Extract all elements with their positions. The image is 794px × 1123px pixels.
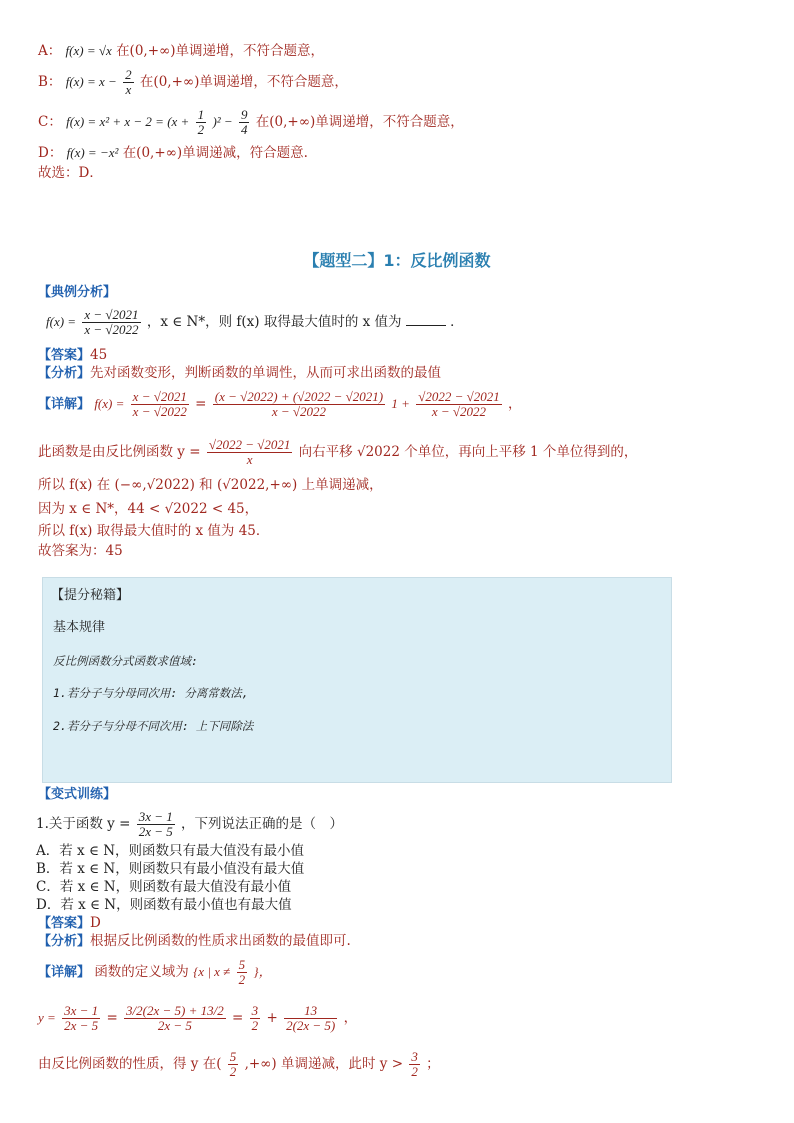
detail-fraction-3: $\frac{√2022 - √2021}{x - √2022}$	[418, 389, 500, 419]
option-c-text: 在(0,+∞)单调递增，不符合题意，	[255, 114, 464, 130]
eq-fraction-3: $\frac{3}{2}$	[251, 1003, 259, 1033]
option-a-label: A：	[38, 43, 62, 59]
eq-equals-2: =	[232, 1010, 244, 1026]
practice-tag: 【变式训练】	[38, 787, 117, 802]
last-pre: 由反比例函数的性质，得 y 在(	[38, 1056, 222, 1072]
example-q-end: ．	[450, 314, 464, 330]
last-end: ；	[426, 1056, 440, 1072]
option-b-fraction: $\frac{2}{x}$	[125, 67, 132, 97]
option-d-label: D：	[38, 145, 63, 161]
eq-fraction-4: $\frac{13}{2(2x - 5)}$	[286, 1003, 336, 1033]
practice-analysis-tag: 【分析】	[38, 934, 91, 949]
example-answer-line	[38, 346, 107, 365]
last-mid: ,+∞) 单调递减，此时 y >	[244, 1056, 404, 1072]
top-conclusion: 故选：D．	[38, 165, 103, 181]
example-q-post: ，x ∈ N*，则 f(x) 取得最大值时的 x 值为	[146, 314, 402, 330]
eq-pre: y =	[38, 1010, 56, 1025]
line2-pre: 此函数是由反比例函数 y =	[38, 444, 201, 460]
practice-answer: D	[90, 915, 101, 931]
example-detail-line	[38, 390, 522, 419]
last-fraction-1: $\frac{5}{2}$	[229, 1049, 237, 1079]
detail-fraction-1: $\frac{x - √2021}{x - √2022}$	[132, 389, 187, 419]
line2-post: 向右平移 √2022 个单位，再向上平移 1 个单位得到的，	[298, 444, 638, 460]
example-answer-tag: 【答案】	[38, 348, 91, 363]
practice-answer-tag: 【答案】	[38, 916, 91, 931]
domain-fraction: $\frac{5}{2}$	[238, 957, 246, 987]
practice-detail-line	[38, 958, 272, 987]
option-c-mid: )² −	[212, 114, 233, 129]
practice-equation	[38, 1004, 357, 1033]
practice-option-b: B．若 x ∈ N，则函数只有最小值没有最大值	[36, 861, 305, 877]
practice-detail-pre: 函数的定义域为	[94, 964, 189, 980]
example-line-5: 所以 f(x) 取得最大值时的 x 值为 45．	[38, 523, 270, 539]
practice-analysis: 根据反比例函数的性质求出函数的最值即可.	[90, 933, 351, 949]
eq-fraction-2: $\frac{3/2(2x - 5) + 13/2}{2x - 5}$	[126, 1003, 224, 1033]
example-line-6: 故答案为：45	[38, 543, 123, 559]
tips-line-2: 1.若分子与分母同次用: 分离常数法,	[53, 686, 249, 700]
example-q-fraction: $\frac{x - √2021}{x - √2022}$	[84, 307, 139, 337]
tips-subtitle: 基本规律	[53, 620, 106, 635]
example-detail-tag: 【详解】	[38, 397, 91, 412]
option-d-text: 在(0,+∞)单调递减，符合题意.	[122, 145, 308, 161]
domain-pre: {x | x ≠	[193, 964, 231, 979]
option-b-label: B：	[38, 74, 62, 90]
detail-fraction-2: $\frac{(x - √2022) + (√2022 - √2021)}{x - √2022}$	[214, 389, 384, 419]
line2-fraction: $\frac{√2022 - √2021}{x}$	[208, 437, 291, 467]
option-c-expr: f(x) = x² + x − 2 = (x +	[66, 114, 190, 129]
practice-answer-line	[38, 914, 101, 933]
detail-eq: =	[195, 396, 207, 412]
example-analysis-tag: 【分析】	[38, 366, 91, 381]
option-b-expr: f(x) = x −	[65, 74, 117, 89]
eq-fraction-1: $\frac{3x - 1}{2x - 5}$	[64, 1003, 99, 1033]
practice-option-d: D．若 x ∈ N，则函数有最小值也有最大值	[36, 897, 292, 913]
option-d-expr: f(x) = −x²	[66, 145, 119, 160]
practice-option-a: A．若 x ∈ N，则函数只有最大值没有最小值	[36, 843, 305, 859]
practice-q-post: ，下列说法正确的是（ ）	[181, 816, 344, 832]
practice-question	[36, 810, 343, 839]
eq-equals-1: =	[106, 1010, 118, 1026]
section-title: 【题型二】1：反比例函数	[303, 251, 491, 270]
option-c-line	[38, 108, 464, 137]
option-c-fraction-1: $\frac{1}{2}$	[197, 107, 205, 137]
detail-end: ，	[508, 396, 522, 412]
tips-title: 【提分秘籍】	[51, 588, 130, 603]
option-a-line	[38, 42, 324, 60]
example-answer: 45	[90, 347, 108, 363]
tips-line-1: 反比例函数分式函数求值域:	[53, 654, 198, 668]
practice-q-pre: 1.关于函数 y =	[36, 816, 131, 832]
practice-detail-tag: 【详解】	[38, 965, 91, 980]
example-line-3: 所以 f(x) 在 (−∞,√2022) 和 (√2022,+∞) 上单调递减，	[38, 477, 383, 493]
example-question	[46, 308, 464, 337]
tips-box	[42, 577, 672, 783]
example-q-pre: f(x) =	[46, 314, 77, 329]
practice-last-line	[38, 1050, 440, 1079]
practice-option-c: C．若 x ∈ N，则函数有最大值没有最小值	[36, 879, 292, 895]
practice-analysis-line	[38, 932, 351, 951]
example-detail-pre: f(x) =	[94, 396, 125, 411]
example-tag: 【典例分析】	[38, 285, 117, 300]
example-line-2	[38, 438, 637, 467]
eq-plus: +	[266, 1010, 278, 1026]
example-line-4: 因为 x ∈ N*，44 < √2022 < 45，	[38, 501, 259, 517]
option-a-expr: f(x) = √x	[65, 43, 112, 58]
example-analysis: 先对函数变形，判断函数的单调性，从而可求出函数的最值	[90, 365, 442, 381]
option-b-text: 在(0,+∞)单调递增，不符合题意，	[139, 74, 348, 90]
last-fraction-2: $\frac{3}{2}$	[411, 1049, 418, 1079]
option-a-text: 在(0,+∞)单调递增，不符合题意，	[116, 43, 325, 59]
example-analysis-line	[38, 364, 441, 383]
tips-line-3: 2.若分子与分母不同次用: 上下同除法	[53, 719, 254, 733]
eq-end: ，	[343, 1010, 358, 1026]
detail-mid: 1 +	[391, 396, 410, 411]
option-b-line	[38, 68, 348, 97]
option-d-line	[38, 144, 308, 162]
option-c-fraction-2: $\frac{9}{4}$	[240, 107, 248, 137]
domain-post: }，	[253, 964, 272, 979]
practice-q-fraction: $\frac{3x - 1}{2x - 5}$	[138, 809, 173, 839]
option-c-label: C：	[38, 114, 62, 130]
answer-blank	[406, 313, 446, 326]
